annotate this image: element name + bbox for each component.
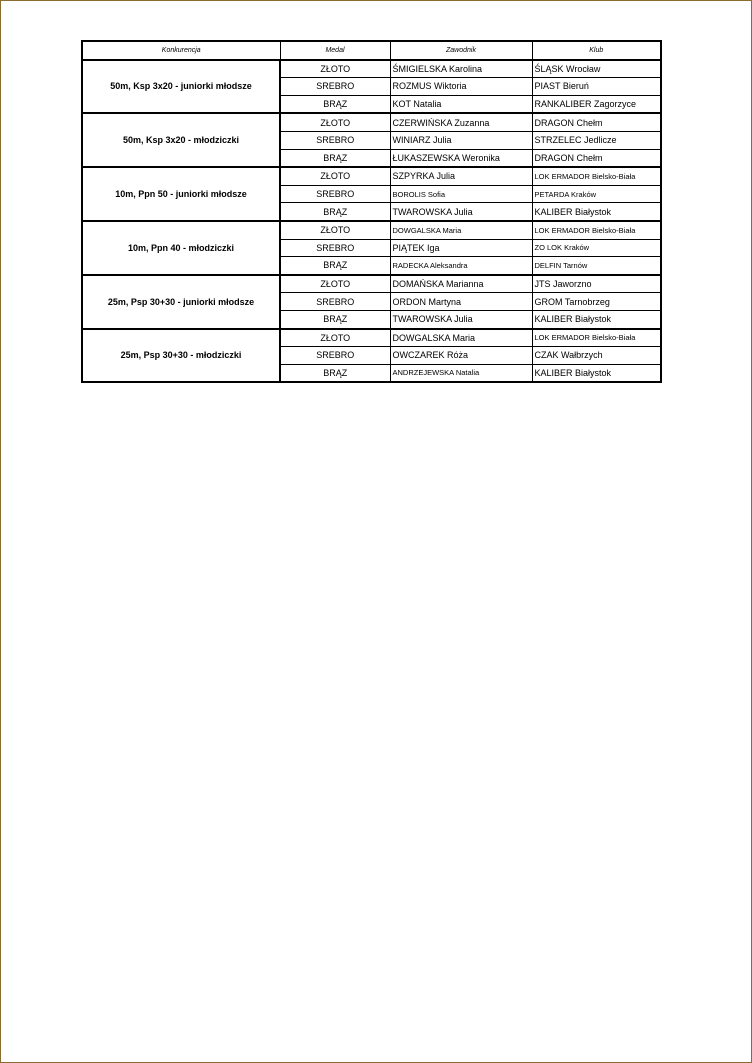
- athlete-name: ŁUKASZEWSKA Weronika: [390, 149, 532, 167]
- medal-bronze: BRĄZ: [280, 364, 390, 382]
- medal-gold: ZŁOTO: [280, 329, 390, 347]
- athlete-name: ANDRZEJEWSKA Natalia: [390, 364, 532, 382]
- club-name: RANKALIBER Zagorzyce: [532, 95, 661, 113]
- club-name: KALIBER Białystok: [532, 364, 661, 382]
- medal-gold: ZŁOTO: [280, 275, 390, 293]
- medal-silver: SREBRO: [280, 239, 390, 257]
- athlete-name: RADECKA Aleksandra: [390, 257, 532, 275]
- event-name: 10m, Ppn 50 - juniorki młodsze: [82, 167, 280, 221]
- athlete-name: TWAROWSKA Julia: [390, 310, 532, 328]
- medal-silver: SREBRO: [280, 185, 390, 203]
- club-name: ŚLĄSK Wrocław: [532, 60, 661, 78]
- medal-gold: ZŁOTO: [280, 113, 390, 131]
- club-name: DELFIN Tarnów: [532, 257, 661, 275]
- club-name: DRAGON Chełm: [532, 149, 661, 167]
- athlete-name: DOMAŃSKA Marianna: [390, 275, 532, 293]
- header-athlete: Zawodnik: [390, 41, 532, 60]
- athlete-name: SZPYRKA Julia: [390, 167, 532, 185]
- club-name: JTS Jaworzno: [532, 275, 661, 293]
- event-name: 50m, Ksp 3x20 - młodziczki: [82, 113, 280, 167]
- athlete-name: ROZMUS Wiktoria: [390, 78, 532, 96]
- club-name: LOK ERMADOR Bielsko-Biała: [532, 221, 661, 239]
- club-name: ZO LOK Kraków: [532, 239, 661, 257]
- event-name: 10m, Ppn 40 - młodziczki: [82, 221, 280, 275]
- medal-bronze: BRĄZ: [280, 203, 390, 221]
- table-row: [82, 167, 661, 185]
- header-row: [82, 41, 661, 60]
- athlete-name: DOWGALSKA Maria: [390, 329, 532, 347]
- table-row: [82, 329, 661, 347]
- athlete-name: BOROLIS Sofia: [390, 185, 532, 203]
- athlete-name: ŚMIGIELSKA Karolina: [390, 60, 532, 78]
- athlete-name: OWCZAREK Róża: [390, 347, 532, 365]
- event-name: 25m, Psp 30+30 - juniorki młodsze: [82, 275, 280, 329]
- club-name: STRZELEC Jedlicze: [532, 131, 661, 149]
- table-row: [82, 275, 661, 293]
- athlete-name: ORDON Martyna: [390, 293, 532, 311]
- athlete-name: DOWGALSKA Maria: [390, 221, 532, 239]
- club-name: KALIBER Białystok: [532, 203, 661, 221]
- medal-silver: SREBRO: [280, 78, 390, 96]
- athlete-name: PIĄTEK Iga: [390, 239, 532, 257]
- medal-bronze: BRĄZ: [280, 257, 390, 275]
- athlete-name: CZERWIŃSKA Zuzanna: [390, 113, 532, 131]
- medal-gold: ZŁOTO: [280, 167, 390, 185]
- athlete-name: WINIARZ Julia: [390, 131, 532, 149]
- club-name: CZAK Wałbrzych: [532, 347, 661, 365]
- medal-gold: ZŁOTO: [280, 60, 390, 78]
- table-row: [82, 60, 661, 78]
- header-medal: Medal: [280, 41, 390, 60]
- medal-silver: SREBRO: [280, 293, 390, 311]
- club-name: GROM Tarnobrzeg: [532, 293, 661, 311]
- club-name: PIAST Bieruń: [532, 78, 661, 96]
- club-name: KALIBER Białystok: [532, 310, 661, 328]
- event-name: 50m, Ksp 3x20 - juniorki młodsze: [82, 60, 280, 114]
- medal-silver: SREBRO: [280, 131, 390, 149]
- header-club: Klub: [532, 41, 661, 60]
- club-name: DRAGON Chełm: [532, 113, 661, 131]
- medal-silver: SREBRO: [280, 347, 390, 365]
- medal-bronze: BRĄZ: [280, 149, 390, 167]
- athlete-name: KOT Natalia: [390, 95, 532, 113]
- club-name: LOK ERMADOR Bielsko-Biała: [532, 167, 661, 185]
- club-name: LOK ERMADOR Bielsko-Biała: [532, 329, 661, 347]
- medal-gold: ZŁOTO: [280, 221, 390, 239]
- results-table: [81, 40, 662, 383]
- table-row: [82, 113, 661, 131]
- header-event: Konkurencja: [82, 41, 280, 60]
- medal-bronze: BRĄZ: [280, 310, 390, 328]
- table-row: [82, 221, 661, 239]
- athlete-name: TWAROWSKA Julia: [390, 203, 532, 221]
- event-name: 25m, Psp 30+30 - młodziczki: [82, 329, 280, 383]
- club-name: PETARDA Kraków: [532, 185, 661, 203]
- medal-bronze: BRĄZ: [280, 95, 390, 113]
